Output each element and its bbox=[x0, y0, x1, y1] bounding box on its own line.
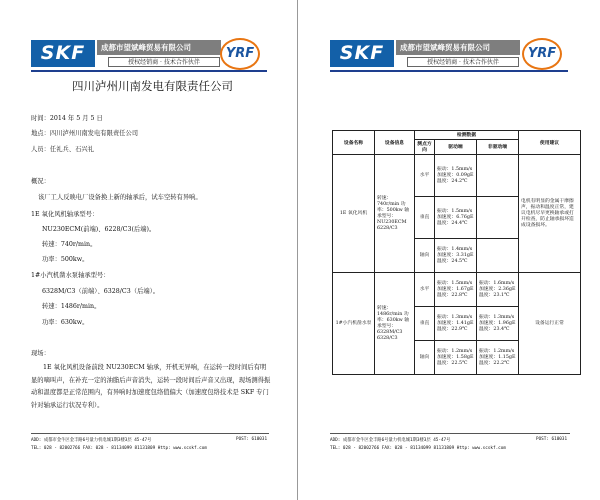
device-name: 1#小汽机凿水泵 bbox=[333, 273, 375, 375]
nondrive-reading: 振动：1.6mm/s 加速度：2.36gE 温度：23.1℃ bbox=[477, 273, 519, 307]
device-info: 转速：1486r/min 功率：630kw 轴承型号：6328M/C3 6328/C3 bbox=[375, 273, 415, 375]
inspection-table bbox=[332, 130, 581, 375]
fan1-heading: 1E 氧化风机轴承型号： bbox=[31, 211, 99, 218]
fan1-bearing: NU230ECM(前端)、6228/C3(后端)。 bbox=[42, 226, 156, 233]
direction: 轴向 bbox=[415, 239, 435, 273]
footer-address: ADD: 成都市金牛区金丰路6号量力机电城1期3楼3层 45-47号 bbox=[330, 438, 451, 443]
overview-text: 该厂工人反映电厂设备换上新的轴承后，试车空转有异响。 bbox=[38, 194, 202, 201]
page-divider bbox=[297, 0, 298, 500]
advice: 设备运行正常 bbox=[519, 273, 581, 375]
direction: 垂直 bbox=[415, 307, 435, 341]
company-name-bar: 成都市望斌峰贸易有限公司 bbox=[396, 40, 520, 55]
pump-power: 功率：630kw。 bbox=[42, 319, 89, 326]
fan1-power: 功率：500kw。 bbox=[42, 256, 89, 263]
col-nondrive: 非驱动端 bbox=[477, 140, 519, 155]
device-info: 转速：740r/min 功率：500kw 轴承型号：NU230ECM 6228/C3 bbox=[375, 155, 415, 273]
pump-speed: 转速：1486r/min。 bbox=[42, 303, 101, 310]
drive-reading: 振动：1.5mm/s 加速度：6.76gE 温度：24.4℃ bbox=[435, 197, 477, 239]
table-header-row bbox=[333, 131, 581, 140]
page-title: 四川泸州川南发电有限责任公司 bbox=[72, 79, 233, 93]
direction: 垂直 bbox=[415, 197, 435, 239]
tagline-bar: 授权经销商 · 技术合作伙伴 bbox=[108, 57, 220, 67]
skf-logo: SKF bbox=[31, 40, 95, 67]
footer-rule bbox=[31, 433, 269, 434]
site-text: 1E 氧化风机设备前段 NU230ECM 轴承，开机无异响，在运转一段时间后有明显的嘀叫声，在补充一定的油脂后声音消失，运转一段时间后声音又出现，现场测得振动和温度都是正常范围内，有异响时加速度包络值偏大（加速度包络技术是 SKF 专门针对轴承运行状况专利）。 bbox=[31, 364, 271, 409]
col-advice: 使用建议 bbox=[519, 131, 581, 155]
pump-heading: 1#小汽机凿水泵轴承型号： bbox=[31, 272, 110, 279]
col-drive: 驱动端 bbox=[435, 140, 477, 155]
nondrive-reading bbox=[477, 197, 519, 239]
header-rule bbox=[31, 70, 267, 72]
location-line: 地点：四川泸州川南发电有限责任公司 bbox=[31, 130, 139, 137]
drive-reading: 振动：1.5mm/s 加速度：0.09gE 温度：24.2℃ bbox=[435, 155, 477, 197]
yrf-logo: YRF bbox=[527, 46, 557, 61]
skf-logo: SKF bbox=[330, 40, 394, 67]
footer-rule bbox=[330, 433, 570, 434]
tagline-bar: 授权经销商 · 技术合作伙伴 bbox=[407, 57, 519, 67]
col-info: 设备信息 bbox=[375, 131, 415, 155]
col-detect: 检测数据 bbox=[415, 131, 519, 140]
device-name: 1E 氧化风机 bbox=[333, 155, 375, 273]
direction: 水平 bbox=[415, 155, 435, 197]
footer-contacts: TEL: 028 - 82002766 FAX: 028 - 81134099 81131809 Http: www.scskf.com bbox=[330, 446, 506, 451]
drive-reading: 振动：1.4mm/s 加速度：3.31gE 温度：24.5℃ bbox=[435, 239, 477, 273]
nondrive-reading bbox=[477, 155, 519, 197]
overview-heading: 概况： bbox=[31, 178, 50, 185]
direction: 轴向 bbox=[415, 341, 435, 375]
table-row bbox=[333, 155, 581, 197]
pump-bearing: 6328M/C3（前端）、6328/C3（后端）。 bbox=[42, 288, 160, 295]
time-line: 时间：2014 年 5 月 5 日 bbox=[31, 115, 103, 122]
drive-reading: 振动：1.2mm/s 加速度：1.58gE 温度：22.5℃ bbox=[435, 341, 477, 375]
table-row bbox=[333, 273, 581, 307]
footer-post: POST: 610031 bbox=[536, 437, 568, 442]
site-heading: 现场： bbox=[31, 350, 50, 357]
fan1-speed: 转速：740r/min。 bbox=[42, 241, 97, 248]
col-direction: 测点方向 bbox=[415, 140, 435, 155]
footer-contacts: TEL: 028 - 82002766 FAX: 028 - 81134099 81131809 Http: www.scskf.com bbox=[31, 446, 207, 451]
advice: 电机有明显的金属干摩擦声，振动和温度正常，建议电机尽早更换轴承或打开检查，防止轴承损坏造成设备损坏。 bbox=[519, 155, 581, 273]
company-name-bar: 成都市望斌峰贸易有限公司 bbox=[97, 40, 221, 55]
header-rule bbox=[330, 70, 568, 72]
footer-post: POST: 610031 bbox=[236, 437, 268, 442]
direction: 水平 bbox=[415, 273, 435, 307]
footer-address: ADD: 成都市金牛区金丰路6号量力机电城1期3楼3层 45-47号 bbox=[31, 438, 152, 443]
nondrive-reading: 振动：1.2mm/s 加速度：1.15gE 温度：22.2℃ bbox=[477, 341, 519, 375]
col-device: 设备名称 bbox=[333, 131, 375, 155]
drive-reading: 振动：1.3mm/s 加速度：1.41gE 温度：22.9℃ bbox=[435, 307, 477, 341]
people-line: 人员：任礼兵、石兴礼 bbox=[31, 146, 94, 153]
nondrive-reading bbox=[477, 239, 519, 273]
yrf-logo: YRF bbox=[225, 46, 255, 61]
nondrive-reading: 振动：1.3mm/s 加速度：1.96gE 温度：23.4℃ bbox=[477, 307, 519, 341]
drive-reading: 振动：1.5mm/s 加速度：1.67gE 温度：22.8℃ bbox=[435, 273, 477, 307]
